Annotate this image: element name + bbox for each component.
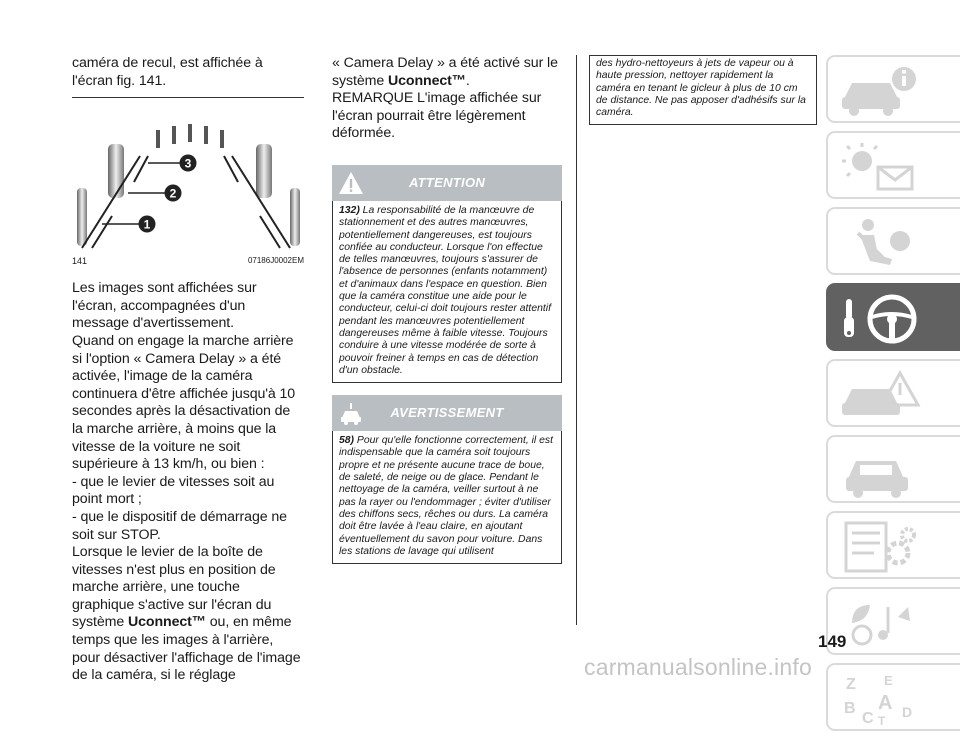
post-left: [108, 144, 124, 198]
callout-1: [139, 216, 156, 233]
tab-safety[interactable]: [826, 207, 960, 275]
tab-index[interactable]: [826, 663, 960, 731]
warning-continuation-box: [589, 55, 817, 125]
figure-code: 07186J0002EM: [247, 256, 304, 266]
page-number: 149: [818, 632, 847, 651]
warning-box: [332, 431, 562, 564]
tab-technical-data[interactable]: [826, 511, 960, 579]
callout-3: [180, 155, 197, 172]
paragraph: Les images sont affichées sur l'écran, accompagnées d'un message d'avertissement.: [72, 280, 257, 332]
svg-text:E: E: [884, 673, 893, 688]
tab-starting-driving[interactable]: [826, 283, 960, 351]
svg-text:1: 1: [143, 217, 151, 232]
paragraph: Quand on engage la marche arrière si l'option « Camera Delay » a été activée, l'image de la caméra continuera d'être affichée jusqu'à 10 secondes après la désactivation de la marche arrière, à moins que la vitesse de la voiture ne soit supérieure à 13 km/h, ou bien :: [72, 332, 296, 473]
key-steering-wheel-icon: [838, 291, 928, 347]
note-number: 132): [339, 204, 360, 216]
post-far-right: [290, 188, 300, 246]
svg-text:C: C: [862, 710, 874, 727]
watermark: carmanualsonline.info: [584, 654, 812, 680]
svg-text:A: A: [878, 692, 893, 714]
attention-text: La responsabilité de la manœuvre de stationnement et des autres manœuvres, potentiellement dangereuses, est toujours confiée au conducteur. Lorsque l'on effectue de telles manœuvres, toujours s'assurer de l'absence de personnes (enfants notamment) et d'animaux dans l'espace en question. Bien que la caméra constitue une aide pour le conducteur, celui-ci doit toujours rester attentif pendant les manœuvres potentiellement dangereuses même à faible vitesse. Toujours conduire à une vitesse modérée de sorte à pouvoir freiner à temps en cas de détection d'un obstacle.: [339, 204, 551, 376]
column-2: [332, 55, 562, 564]
paragraph: - que le levier de vitesses soit au point mort ;: [72, 473, 275, 508]
media-nav-icon: [838, 595, 928, 651]
tab-car-info[interactable]: [826, 55, 960, 123]
divider: [72, 97, 304, 98]
warning-text: Pour qu'elle fonctionne correctement, il est indispensable que la caméra soit toujours propre et ne présente aucune trace de boue, de saleté, de neige ou de glace. Pendant le nettoyage de la caméra, veiller surtout à ne pas la rayer ou l'endommager ; éviter d'utiliser des chiffons secs, rêches ou durs. La caméra doit être lavée à l'eau claire, en ajoutant éventuellement du savon pour voiture. Dans les stations de lavage qui utilisent: [339, 435, 553, 557]
post-far-left: [77, 188, 87, 246]
warning-label: AVERTISSEMENT: [390, 405, 504, 421]
tab-maintenance[interactable]: [826, 435, 960, 503]
car-warning-icon: [838, 367, 928, 423]
figure-caption: [72, 256, 304, 266]
brand-name: Uconnect™: [127, 614, 206, 631]
brand-name: Uconnect™: [387, 72, 466, 89]
svg-text:Z: Z: [846, 676, 856, 693]
warning-header: [332, 395, 562, 431]
paragraph: « Camera Delay » a été activé sur le système Uconnect™.: [332, 55, 558, 89]
note-number: 58): [339, 435, 355, 447]
figure-number: 141: [72, 256, 88, 267]
light-mail-icon: [838, 139, 928, 195]
attention-box: [332, 201, 562, 383]
paragraph: - que le dispositif de démarrage ne soit sur STOP.: [72, 508, 287, 543]
attention-label: ATTENTION: [408, 174, 486, 190]
camera-guidelines-diagram: [72, 116, 300, 254]
svg-text:2: 2: [169, 186, 177, 201]
svg-text:B: B: [844, 700, 856, 717]
alphabet-index-icon: [838, 671, 928, 727]
column-1: [72, 55, 304, 685]
paragraph: Lorsque le levier de la boîte de vitesses n'est plus en position de marche arrière, une touche graphique s'active sur l'écran du système Uconnect™ ou, en même temps que les images à l'arrière, pour désactiver l'affichage de l'image de la caméra, si le réglage: [72, 544, 301, 684]
car-icon: [838, 443, 928, 499]
attention-header: [332, 165, 562, 201]
callout-2: [165, 185, 182, 202]
paragraph: caméra de recul, est affichée à l'écran fig. 141.: [72, 55, 263, 89]
tab-emergency[interactable]: [826, 359, 960, 427]
list-gear-icon: [838, 519, 928, 575]
tab-lights-messages[interactable]: [826, 131, 960, 199]
column-separator: [576, 55, 577, 625]
svg-text:D: D: [902, 704, 913, 720]
note-paragraph: REMARQUE L'image affichée sur l'écran pourrait être légèrement déformée.: [332, 90, 542, 142]
svg-text:3: 3: [184, 156, 192, 171]
post-right: [256, 144, 272, 198]
rear-camera-figure: [72, 116, 300, 254]
svg-text:T: T: [878, 714, 886, 727]
warning-continuation-text: des hydro-nettoyeurs à jets de vapeur ou à haute pression, nettoyer rapidement la caméra en tenant le gicleur à plus de 10 cm de distance. Ne pas apposer d'adhésifs sur la caméra.: [596, 58, 806, 119]
airbag-seat-icon: [838, 215, 928, 271]
car-info-icon: [838, 63, 928, 119]
